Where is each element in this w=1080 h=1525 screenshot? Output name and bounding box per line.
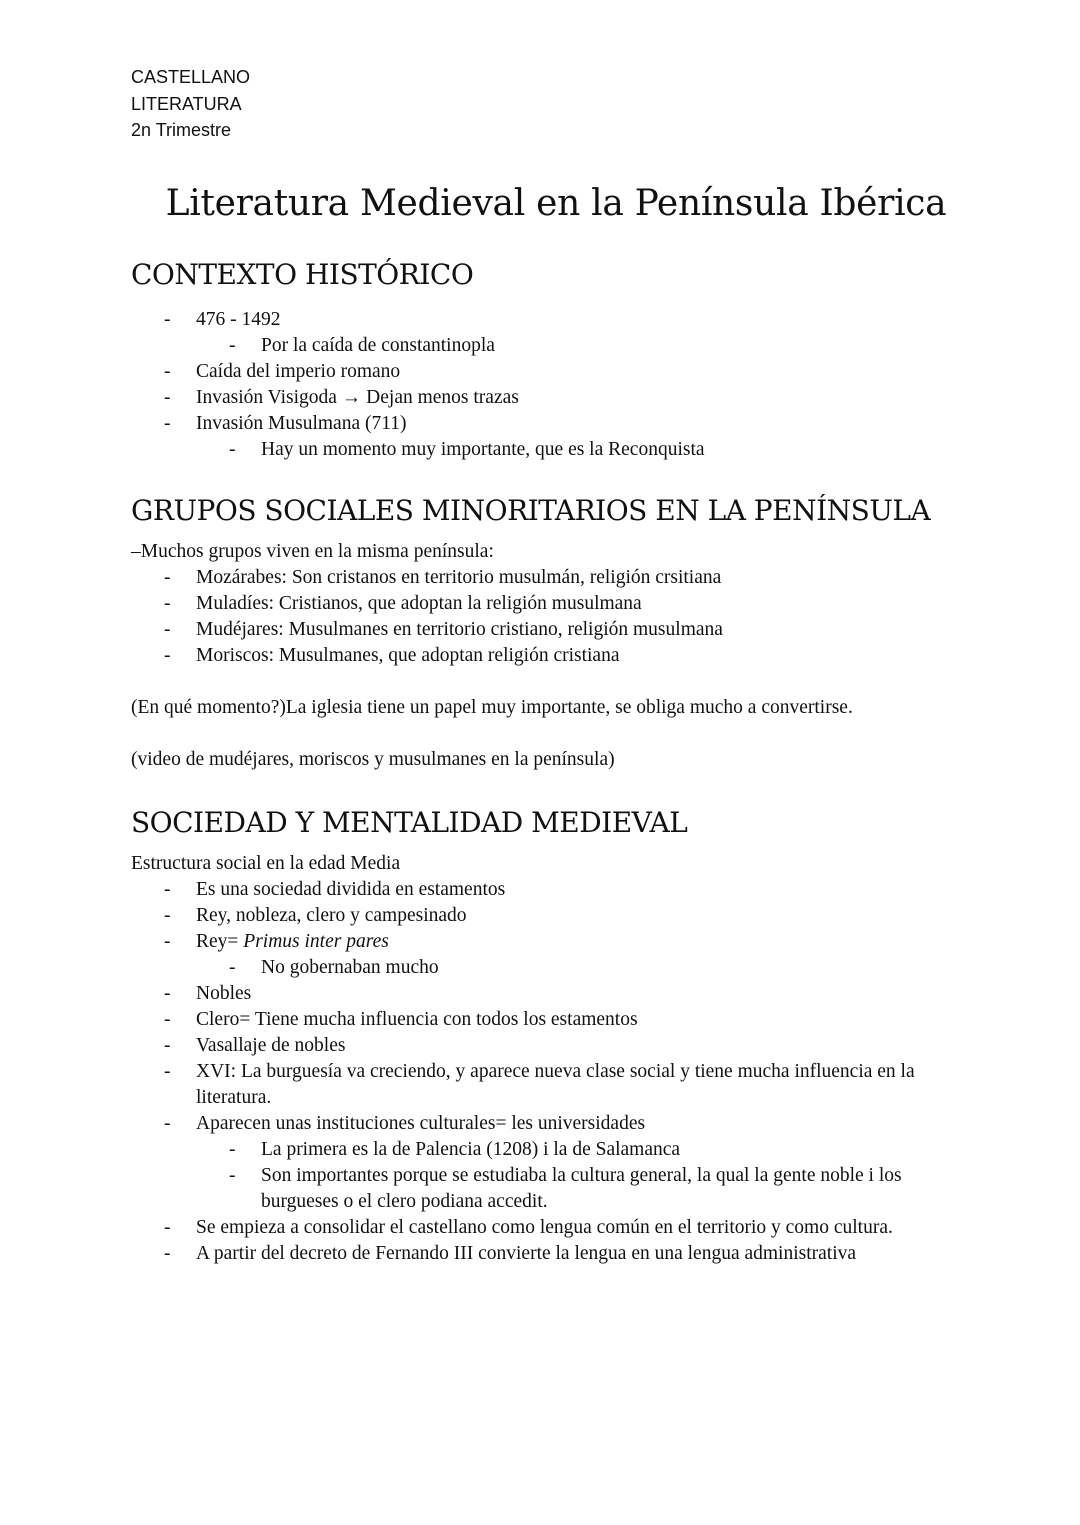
header-term: 2n Trimestre bbox=[131, 120, 232, 140]
list-item: - Clero= Tiene mucha influencia con todos los estamentos bbox=[131, 1007, 961, 1033]
section-contexto bbox=[131, 257, 961, 463]
page-title: Literatura Medieval en la Península Ibérica bbox=[165, 182, 947, 224]
sociedad-intro: Estructura social en la edad Media bbox=[131, 852, 401, 874]
list-item: - Nobles bbox=[131, 981, 961, 1007]
list-item bbox=[131, 929, 961, 955]
document-page bbox=[131, 64, 961, 1267]
list-item: - Mudéjares: Musulmanes en territorio cristiano, religión musulmana bbox=[131, 617, 961, 643]
list-item: - Moriscos: Musulmanes, que adoptan religión cristiana bbox=[131, 643, 961, 669]
list-item: - Caída del imperio romano bbox=[131, 359, 961, 385]
grupos-list bbox=[131, 565, 961, 669]
list-item: - Es una sociedad dividida en estamentos bbox=[131, 877, 961, 903]
list-item: - Hay un momento muy importante, que es la Reconquista bbox=[131, 437, 961, 463]
grupos-note: (En qué momento?)La iglesia tiene un papel muy importante, se obliga mucho a convertirse. bbox=[131, 696, 853, 718]
list-item: - Se empieza a consolidar el castellano como lengua común en el territorio y como cultura. bbox=[131, 1215, 961, 1241]
section-heading: SOCIEDAD Y MENTALIDAD MEDIEVAL bbox=[131, 805, 688, 839]
grupos-intro: –Muchos grupos viven en la misma península: bbox=[131, 540, 494, 562]
header-subject: CASTELLANO bbox=[131, 67, 251, 87]
list-item: - 476 - 1492 bbox=[131, 307, 961, 333]
list-item: - Vasallaje de nobles bbox=[131, 1033, 961, 1059]
rey-label: Rey= bbox=[196, 930, 239, 952]
header-area: LITERATURA bbox=[131, 93, 242, 114]
primus-inter-pares: Primus inter pares bbox=[243, 930, 389, 952]
list-item: - La primera es la de Palencia (1208) i la de Salamanca bbox=[131, 1137, 961, 1163]
list-item: - Son importantes porque se estudiaba la cultura general, la qual la gente noble i los burgueses o el clero podiana accedit. bbox=[131, 1163, 961, 1215]
section-sociedad bbox=[131, 805, 961, 1267]
list-item: - XVI: La burguesía va creciendo, y aparece nueva clase social y tiene mucha influencia en la literatura. bbox=[131, 1059, 961, 1111]
list-item: - Rey, nobleza, clero y campesinado bbox=[131, 903, 961, 929]
list-item: - Invasión Musulmana (711) bbox=[131, 411, 961, 437]
list-item: - Aparecen unas instituciones culturales= les universidades bbox=[131, 1111, 961, 1137]
list-item: - Muladíes: Cristianos, que adoptan la religión musulmana bbox=[131, 591, 961, 617]
section-heading: GRUPOS SOCIALES MINORITARIOS EN LA PENÍNSULA bbox=[131, 493, 931, 527]
section-grupos bbox=[131, 493, 961, 773]
list-item: - Mozárabes: Son cristanos en territorio musulmán, religión crsitiana bbox=[131, 565, 961, 591]
document-header bbox=[131, 64, 961, 144]
section-heading: CONTEXTO HISTÓRICO bbox=[131, 257, 474, 291]
list-item: - A partir del decreto de Fernando III convierte la lengua en una lengua administrativa bbox=[131, 1241, 961, 1267]
list-item: - No gobernaban mucho bbox=[131, 955, 961, 981]
sociedad-list bbox=[131, 877, 961, 1267]
list-item: - Invasión Visigoda → Dejan menos trazas bbox=[131, 385, 961, 411]
list-item: - Por la caída de constantinopla bbox=[131, 333, 961, 359]
contexto-list bbox=[131, 307, 961, 463]
grupos-video-note: (video de mudéjares, moriscos y musulmanes en la península) bbox=[131, 748, 615, 770]
